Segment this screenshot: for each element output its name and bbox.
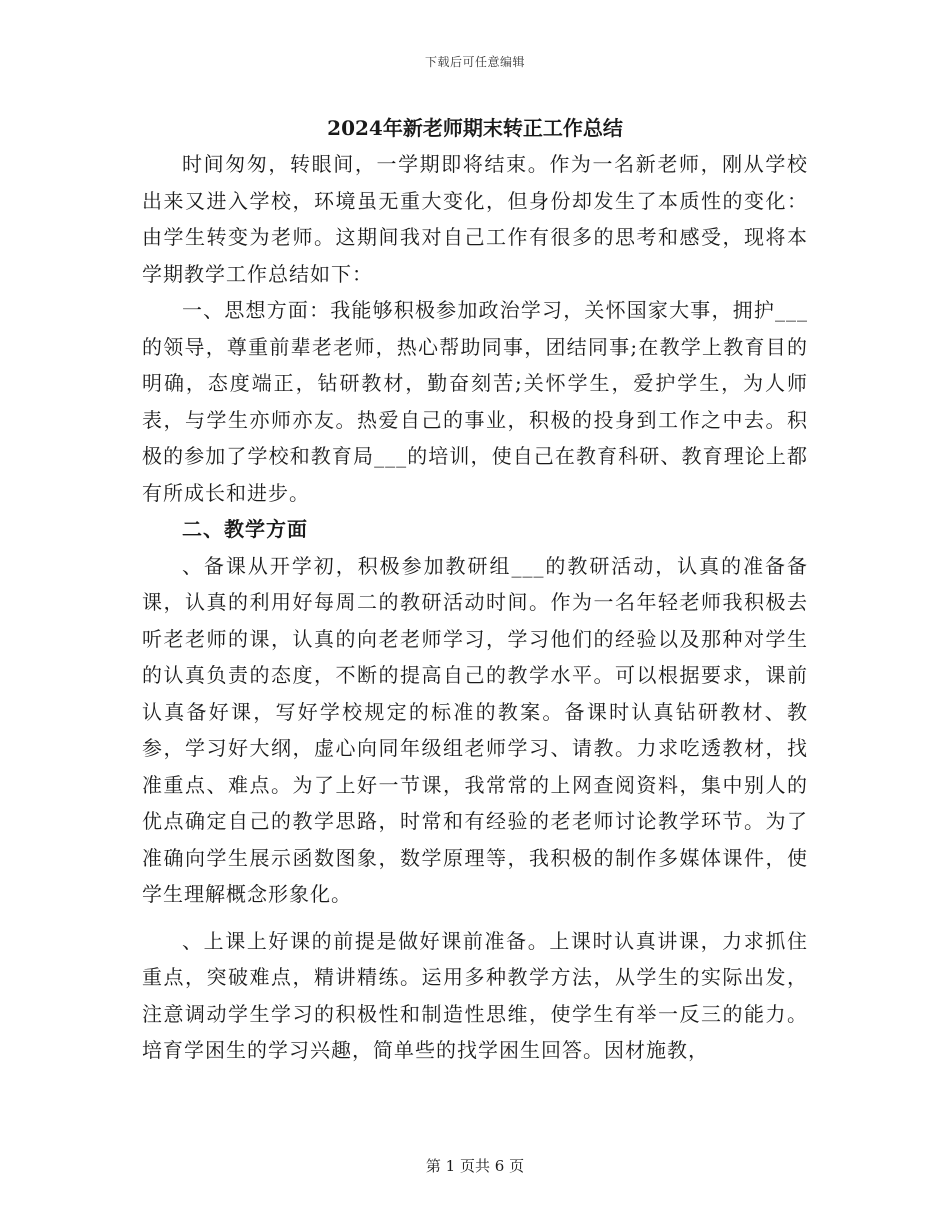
paragraph-thought: 一、思想方面：我能够积极参加政治学习，关怀国家大事，拥护___的领导，尊重前辈老老师，热心帮助同事，团结同事;在教学上教育目的明确，态度端正，钻研教材，勤奋刻苦;关怀学生，爱护学生，为人师表，与学生亦师亦友。热爱自己的事业，积极的投身到工作之中去。积极的参加了学校和教育局___的培训，使自己在教育科研、教育理论上都有所成长和进步。 — [142, 298, 808, 505]
paragraph-gap — [142, 913, 808, 923]
document-title: 2024年新老师期末转正工作总结 — [327, 116, 623, 140]
header-note: 下载后可任意编辑 — [424, 55, 525, 69]
page-number: 第 1 页共 6 页 — [425, 1157, 525, 1175]
paragraph-lesson-prep: 、备课从开学初，积极参加教研组___的教研活动，认真的准备备课，认真的利用好每周二的教研活动时间。作为一名年轻老师我积极去听老老师的课，认真的向老老师学习，学习他们的经验以及那种对学生的认真负责的态度，不断的提高自己的教学水平。可以根据要求，课前认真备好课，写好学校规定的标准的教案。备课时认真钻研教材、教参，学习好大纲，虚心向同年级组老师学习、请教。力求吃透教材，找准重点、难点。为了上好一节课，我常常的上网查阅资料，集中别人的优点确定自己的教学思路，时常和有经验的老老师讨论教学环节。为了准确向学生展示函数图象，数学原理等，我积极的制作多媒体课件，使学生理解概念形象化。 — [142, 553, 808, 906]
document-body — [142, 112, 808, 1069]
paragraph-classroom: 、上课上好课的前提是做好课前准备。上课时认真讲课，力求抓住重点，突破难点，精讲精练。运用多种教学方法，从学生的实际出发，注意调动学生学习的积极性和制造性思维，使学生有举一反三的能力。培育学困生的学习兴趣，简单些的找学困生回答。因材施教， — [142, 928, 808, 1062]
section-heading-teaching: 二、教学方面 — [182, 517, 308, 541]
paragraph-intro: 时间匆匆，转眼间，一学期即将结束。作为一名新老师，刚从学校出来又进入学校，环境虽无重大变化，但身份却发生了本质性的变化：由学生转变为老师。这期间我对自己工作有很多的思考和感受，现将本学期教学工作总结如下： — [142, 152, 808, 286]
